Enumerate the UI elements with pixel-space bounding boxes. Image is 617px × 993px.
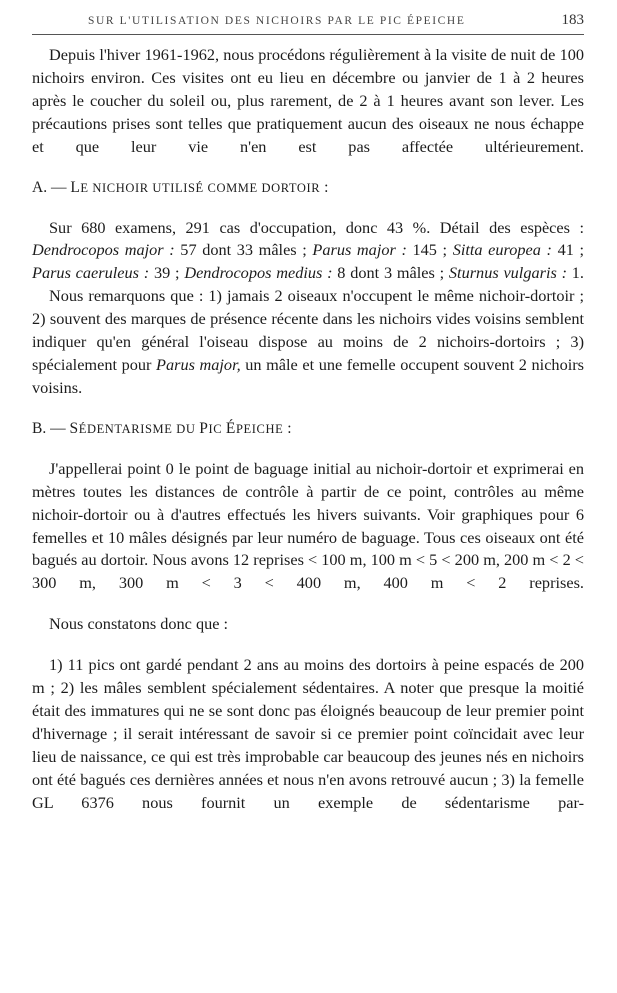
paragraph-remarks: Nous remarquons que : 1) jamais 2 oiseaux n'occupent le même nichoir-dortoir ; 2) souvent des marques de présence récente dans les nichoirs vides voisins semblent indiquer qu'en général l'oiseau dispose au moins de 2 nichoirs-dortoirs ; 3) spécialement pour Parus major, un mâle et une femelle occupent souvent 2 nichoirs voisins.	[32, 286, 584, 397]
paragraph-occupation: Sur 680 examens, 291 cas d'occupation, donc 43 %. Détail des espèces : Dendrocopos major : 57 dont 33 mâles ; Parus major : 145 ; Sitta europea : 41 ; Parus caeruleus : 39 ; Dendrocopos medius : 8 dont 3 mâles ; Sturnus vulgaris : 1.	[32, 217, 584, 283]
section-a-suffix: :	[320, 178, 329, 196]
page-number: 183	[561, 12, 584, 28]
section-a-label: A. —	[32, 178, 71, 196]
page	[32, 8, 584, 814]
paragraph-intro: Depuis l'hiver 1961-1962, nous procédons régulièrement à la visite de nuit de 100 nichoirs environ. Ces visites ont eu lieu en décembre ou janvier de 1 à 2 heures après le coucher du soleil ou, plus rarement, de 2 à 1 heures avant son lever. Les précautions prises sont telles que pratiquement aucun des oiseaux ne nous échappe et que leur vie n'en est pas affectée ultérieurement.	[32, 45, 584, 156]
running-head	[32, 8, 584, 35]
paragraph-baguage: J'appellerai point 0 le point de baguage initial au nichoir-dortoir et exprimerai en mètres toutes les distances de contrôle à partir de ce point, contrôles au même nichoir-dortoir ou à d'autres effectués les hivers suivants. Voir graphiques pour 6 femelles et 10 mâles désignés par leur numéro de baguage. Tous ces oiseaux ont été bagués au dortoir. Nous avons 12 reprises < 100 m, 100 m < 5 < 200 m, 200 m < 2 < 300 m, 300 m < 3 < 400 m, 400 m < 2 reprises.	[32, 458, 584, 593]
section-heading-b	[32, 418, 584, 440]
species-parus-caeruleus: Parus caeruleus :	[32, 263, 150, 283]
paragraph-constat: Nous constatons donc que :	[49, 614, 229, 634]
running-head-title: SUR L'UTILISATION DES NICHOIRS PAR LE PIC ÉPEICHE	[88, 15, 466, 27]
section-b-label: B. —	[32, 419, 70, 437]
species-parus-major: Parus major :	[312, 240, 407, 260]
paragraph-findings: 1) 11 pics ont gardé pendant 2 ans au moins des dortoirs à peine espacés de 200 m ; 2) les mâles semblent spécialement sédentaires. A noter que presque la moitié était des immatures qui ne se sont donc pas éloignés beaucoup de leur premier point d'hivernage ; il serait intéressant de savoir si ce premier point coïncidait avec leur lieu de naissance, ce qui est très improbable car beaucoup des jeunes nés en nichoirs ont été bagués ces dernières années et nous n'en avons retrouvé aucun ; 3) la femelle GL 6376 nous fournit un exemple de sédentarisme par-	[32, 655, 584, 812]
section-b-suffix: :	[283, 419, 292, 437]
species-dendrocopos-medius: Dendrocopos medius :	[184, 263, 333, 283]
species-dendrocopos-major: Dendrocopos major :	[32, 240, 175, 260]
species-parus-major-2: Parus major,	[156, 354, 241, 374]
section-b-title: SÉDENTARISME DU PIC ÉPEICHE	[69, 419, 284, 437]
section-heading-a	[32, 177, 584, 199]
species-sturnus-vulgaris: Sturnus vulgaris :	[448, 263, 568, 283]
section-a-title: LE NICHOIR UTILISÉ COMME DORTOIR	[70, 178, 321, 196]
species-sitta-europea: Sitta europea :	[452, 240, 552, 260]
